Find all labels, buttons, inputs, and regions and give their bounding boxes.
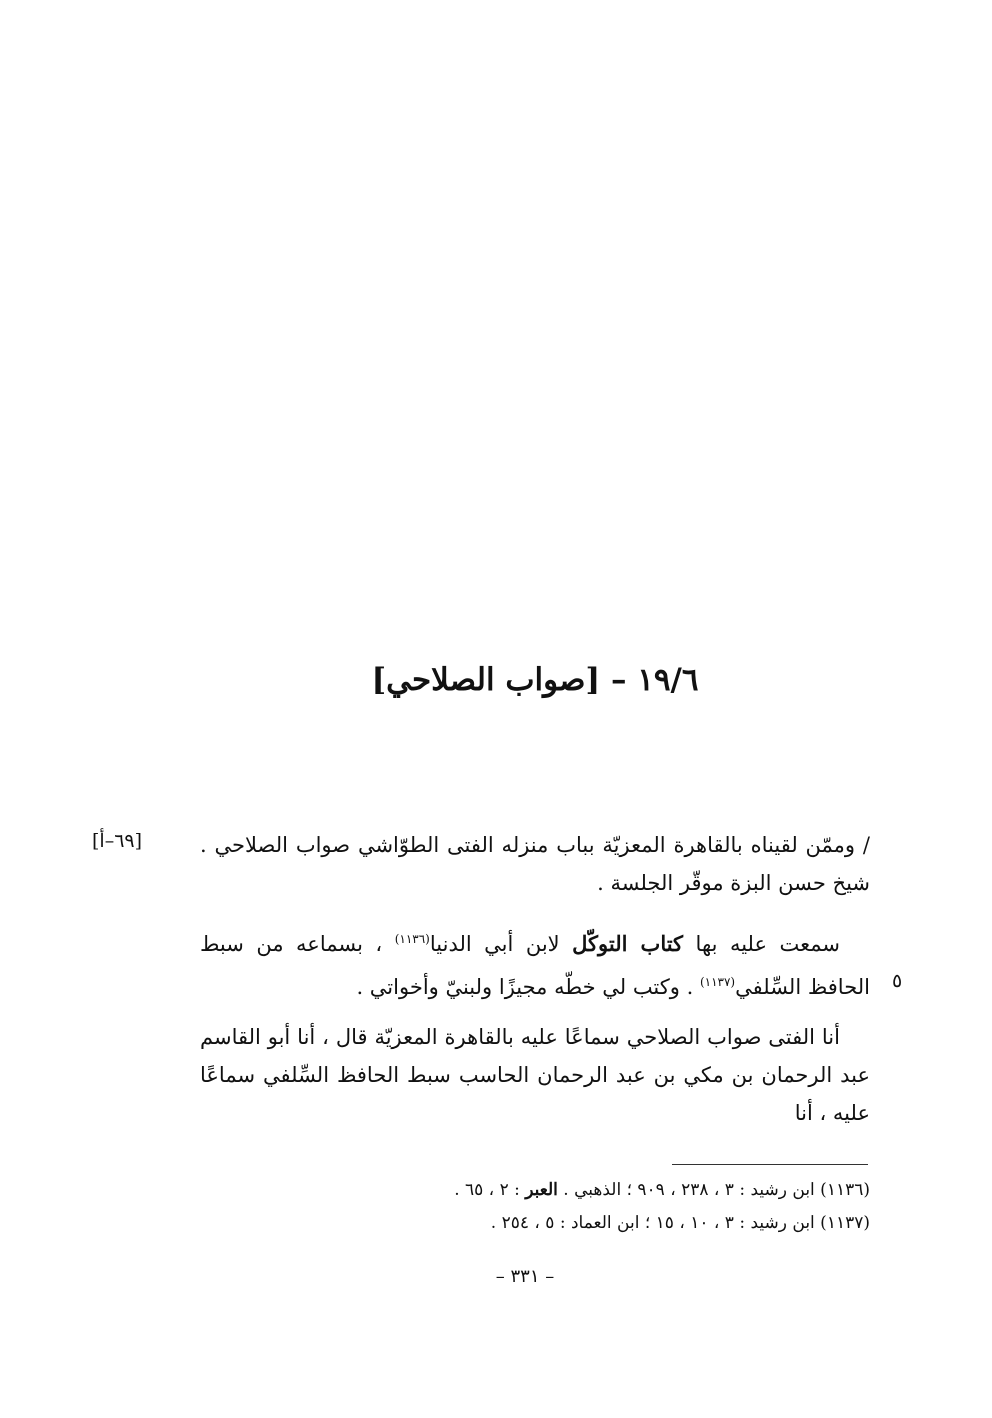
paragraph-2-text — [200, 920, 870, 1006]
line-number-marker: ٥ — [892, 970, 903, 992]
p2-middle: ، بسماعه من سبط الحافظ السِّلفي — [200, 932, 870, 999]
footnotes — [360, 1174, 870, 1240]
paragraph-2 — [200, 920, 870, 1006]
footnote-1136-book: العبر — [525, 1180, 558, 1200]
p2-end: . وكتب لي خطّه مجيزًا ولبنيّ وأخواتي . — [356, 975, 694, 999]
chapter-title: [صواب الصلاحي] — [371, 662, 601, 698]
footnote-ref-1136: (١١٣٦) — [394, 932, 430, 946]
paragraph-3-text: أنا الفتى صواب الصلاحي سماعًا عليه بالقاهرة المعزيّة قال ، أنا أبو القاسم عبد الرحمان بن مكي بن عبد الرحمان الحاسب سبط الحافظ السِّلفي سماعًا عليه ، أنا — [200, 1025, 870, 1125]
paragraph-1 — [200, 826, 870, 902]
paragraph-1-text: / وممّن لقيناه بالقاهرة المعزيّة بباب منزله الفتى الطوّاشي صواب الصلاحي . شيخ حسن البزة موقّر الجلسة . — [200, 833, 870, 895]
footnote-divider — [672, 1164, 868, 1165]
chapter-number: ١٩/٦ – — [610, 662, 699, 698]
footnote-ref-1137: (١١٣٧) — [699, 975, 736, 989]
p2-intro: سمعت عليه بها — [695, 932, 840, 956]
footnote-1137 — [360, 1207, 870, 1240]
paragraph-3 — [200, 1018, 870, 1132]
footnote-1136-pages: : ٢ ، ٦٥ . — [454, 1180, 520, 1200]
footnote-1137-text: (١١٣٧) ابن رشيد : ٣ ، ١٠ ، ١٥ ؛ ابن العماد : ٥ ، ٢٥٤ . — [490, 1213, 870, 1233]
chapter-heading — [0, 662, 992, 698]
book-title: كتاب التوكّل — [572, 931, 684, 956]
page-number: – ٣٣١ – — [495, 1266, 555, 1287]
footnote-1136 — [360, 1174, 870, 1207]
manuscript-folio-reference: [٦٩–أ] — [92, 830, 143, 852]
p2-author: لابن أبي الدنيا — [429, 932, 560, 956]
footnote-1136-text: (١١٣٦) ابن رشيد : ٣ ، ٢٣٨ ، ٩٠٩ ؛ الذهبي . — [563, 1180, 870, 1200]
